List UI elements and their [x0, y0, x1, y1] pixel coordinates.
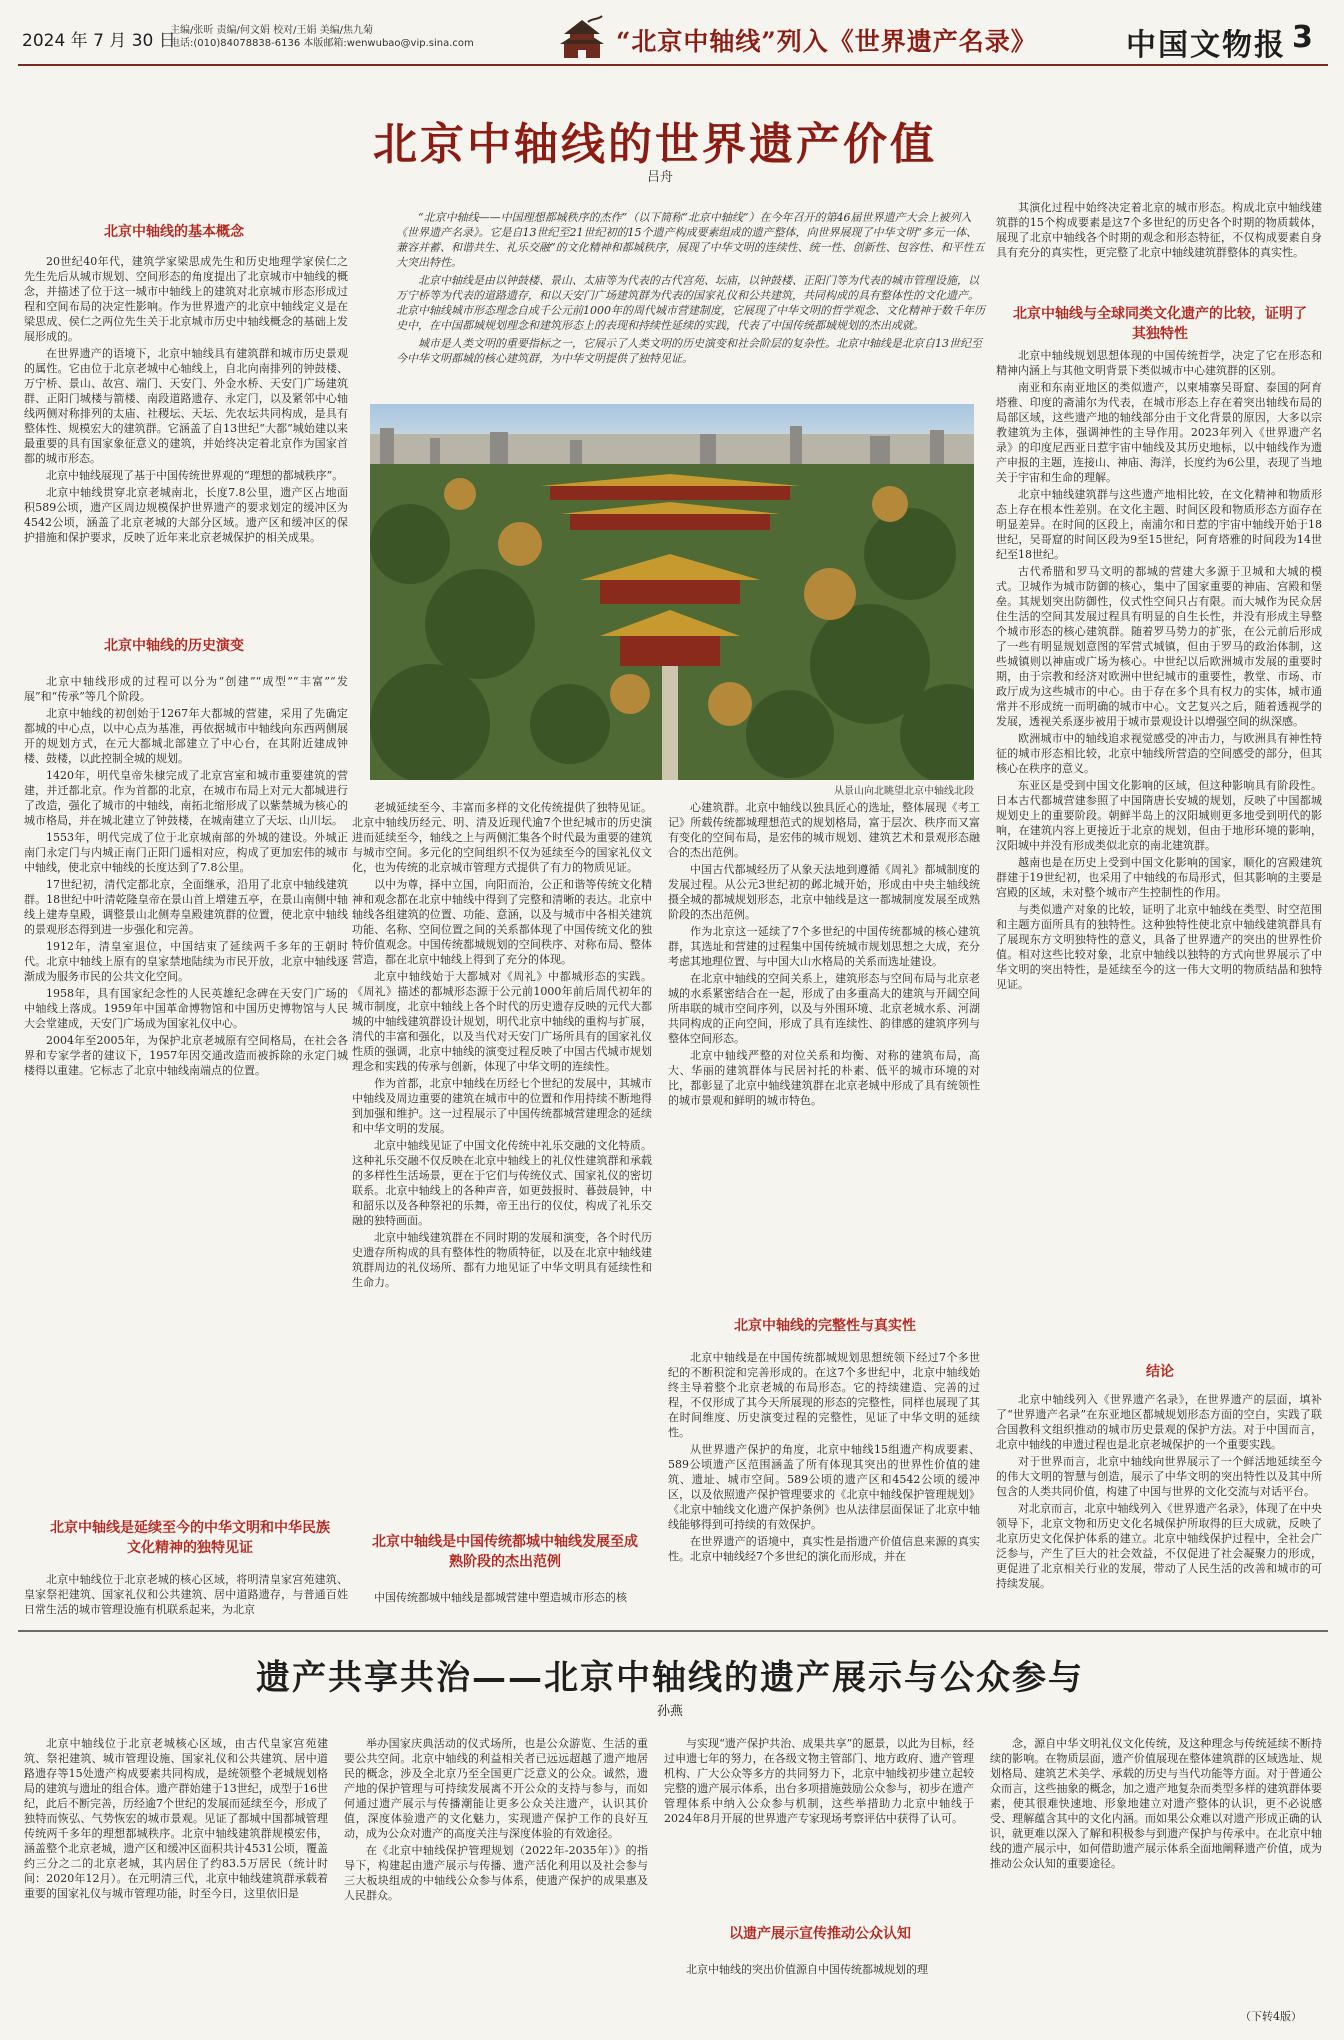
body-column	[664, 1962, 974, 2002]
special-topic-title: “北京中轴线”列入《世界遗产名录》	[616, 27, 1037, 56]
section-title: 以遗产展示宣传推动公众认知	[729, 1926, 911, 1942]
body-column	[668, 800, 980, 1300]
paragraph: 北京中轴线形成的过程可以分为“创建”“成型”“丰富”“发展”和“传承”等几个阶段。	[24, 675, 348, 703]
paragraph: 2004年至2005年，为保护北京老城原有空间格局，在社会各界和专家学者的建议下，1957年因交通改造而被拆除的永定门城楼得以重建。它标志了北京中轴线南端点的位置。	[24, 1034, 348, 1077]
paragraph: 其演化过程中始终决定着北京的城市形态。构成北京中轴线建筑群的15个构成要素是这7个多世纪的历史各个时期的物质载体，展现了北京中轴线各个时期的观念和形态特征，不仅构成要素自身具有充分的真实性，更完整了北京中轴线建筑群整体的真实性。	[996, 201, 1322, 259]
paragraph: 北京中轴线建筑群与这些遗产地相比较，在文化精神和物质形态上存在根本性差别。在文化主题、时间区段和物质形态方面存在明显差异。在时间的区段上，南浦尔和日惹的宇宙中轴线开始于18世纪，吴哥窟的时间区段为9至15世纪，阿育塔雅的时间段为14世纪至18世纪。	[996, 488, 1322, 561]
body-column	[24, 1572, 348, 1618]
lede-paragraph: 北京中轴线是由以钟鼓楼、景山、太庙等为代表的古代宫苑、坛庙，以钟鼓楼、正阳门等为代表的城市管理设施，以万宁桥等为代表的道路遗存，和以天安门广场建筑群为代表的国家礼仪和公共建筑，共同构成的具有整体性的文化遗产。北京中轴线城市形态理念自成千公元前1000年的周代城市营建制度，它展现了中华文明的哲学观念、文化精神于数千年历史中，在中国都城规划理念和建筑形态上的表现和持续性延续的实践，代表了中国传统都城规划的杰出成就。	[396, 274, 985, 332]
section-title: 北京中轴线的基本概念	[104, 224, 244, 240]
body-column	[24, 674, 348, 1506]
paragraph: 北京中轴线位于北京老城核心区域，由古代皇家宫苑建筑、祭祀建筑、城市管理设施、国家礼仪和公共建筑、居中道路遗存等15处遗产构成要素共同构成，是统领整个老城规划格局的建筑与遗址的组合体。遗产群始建于13世纪，成型于16世纪，此后不断完善，历经逾7个世纪的发展而延续至今，形成了独特而恢弘、气势恢宏的城市景观。见证了都城中国都城管理传统两千多年的理想都城秩序。北京中轴线建筑群规模宏伟，涵盖整个北京老城，遗产区和缓冲区面积共计4531公顷，覆盖约三分之二的北京老城，其内居住了约83.5万居民（统计时间：2020年12月）。在元明清三代，北京中轴线建筑群承载着重要的国家礼仪与城市管理功能，时至今日，这里依旧是	[24, 1737, 328, 1900]
issue-date: 2024 年 7 月 30 日	[22, 31, 176, 51]
paragraph: 在《北京中轴线保护管理规划（2022年-2035年）》的指导下，构建起由遗产展示与传播、遗产活化利用以及社会参与三大板块组成的中轴线公众参与体系，使遗产保护的成果惠及人民群众。	[344, 1844, 648, 1902]
paragraph: 对于世界而言，北京中轴线向世界展示了一个鲜活地延续至今的伟大文明的智慧与创造，展示了中华文明的突出特性以及其中所包含的人类共同价值，构建了中国与世界的文化交流与对话平台。	[996, 1455, 1322, 1498]
section-title: 结论	[1146, 1364, 1174, 1380]
section-title: 北京中轴线是中国传统都城中轴线发展至成熟阶段的杰出范例	[372, 1534, 638, 1570]
paragraph: 北京中轴线的突出价值源自中国传统都城规划的理	[686, 1963, 928, 1976]
contact-line: 电话:(010)84078838-6136 本版邮箱:wenwubao@vip.sina.com	[170, 38, 474, 49]
paragraph: 北京中轴线展现了基于中国传统世界观的“理想的都城秩序”。	[46, 469, 344, 482]
paragraph: 从世界遗产保护的角度，北京中轴线15组遗产构成要素、589公顷遗产区范围涵盖了所有体现其突出的世界性价值的建筑、遗址、城市空间。589公顷的遗产区和4542公顷的缓冲区，以及依照遗产保护管理要求的《北京中轴线保护管理规划》《北京中轴线文化遗产保护条例》也从法律层面保证了北京中轴线能够得到可持续的有效保护。	[668, 1443, 980, 1531]
photo-caption: 从景山向北眺望北京中轴线北段	[834, 786, 974, 797]
paragraph: 北京中轴线规划思想体现的中国传统哲学，决定了它在形态和精神内涵上与其他文明背景下类似城市中心建筑群的区别。	[996, 349, 1322, 377]
paragraph: 古代希腊和罗马文明的都城的营建大多源于卫城和大城的模式。卫城作为城市防御的核心，集中了国家重要的神庙、宫殿和堡垒。其规划突出防御性，仪式性空间只占有限。而大城作为民众居住生活的空间其发展过程具有明显的自生长性，并没有形成主导整个城市形态的核心建筑群。随着罗马势力的扩张，在公元前后形成了一些有明显规划意图的军营式城镇，但由于罗马的政治体制，这些城镇则以神庙或广场为核心。中世纪以后欧洲城市发展的重要时期，由于宗教和经济对欧洲中世纪城市的重要性，教堂、市场、市政厅成为这些城市的中心。由于存在多个具有权力的实体，城市通常并不形成统一而明确的城市中心。文艺复兴之后，随着透视学的发展，透视关系逐步被用于城市景观设计以增强空间的纵深感。	[996, 565, 1322, 728]
article-lede	[396, 210, 986, 369]
central-axis-photo	[370, 404, 974, 780]
body-column	[996, 1392, 1322, 1618]
paragraph: 与类似遗产对象的比较，证明了北京中轴线在类型、时空范围和主题方面所具有的独特性。这种独特性使北京中轴线建筑群具有了展现东方文明独特性的意义，具备了世界遗产的突出的世界性价值。相对这些比较对象，北京中轴线以独特的方式向世界展示了中华文明的突出特性，是延续至今的这一伟大文明的物质结晶和独特见证。	[996, 903, 1322, 991]
section-title: 北京中轴线是延续至今的中华文明和中华民族文化精神的独特见证	[50, 1520, 330, 1556]
paragraph: 作为首都，北京中轴线在历经七个世纪的发展中，其城市中轴线及周边重要的建筑在城市中的位置和作用持续不断地得到加强和维护。这一过程展示了中国传统都城营建理念的延续和中华文明的发展。	[352, 1077, 652, 1135]
paragraph: 1553年，明代完成了位于北京城南部的外城的建设。外城正南门永定门与内城正南门正阳门遥相对应，构成了更加宏伟的城市中轴线，使北京中轴线的长度达到了7.8公里。	[24, 831, 348, 874]
newspaper-logo: 中国文物报	[1126, 28, 1286, 63]
paragraph: 北京中轴线位于北京老城的核心区域，将明清皇家宫苑建筑、皇家祭祀建筑、国家礼仪和公共建筑、居中道路遗存，与普通百姓日常生活的城市管理设施有机联系起来，为北京	[24, 1573, 348, 1616]
paragraph: 1912年，清皇室退位，中国结束了延续两千多年的王朝时代。北京中轴线上原有的皇家禁地陆续为市民开放，北京中轴线逐渐成为服务市民的公共文化空间。	[24, 940, 348, 983]
paragraph: 北京中轴线贯穿北京老城南北，长度7.8公里，遗产区占地面积589公顷，遗产区周边规模保护世界遗产的要求划定的缓冲区为4542公顷，涵盖了北京老城的大部分区域。遗产区和缓冲区的保护措施和保护要求，反映了近年来北京老城保护的相关成果。	[24, 486, 348, 544]
paragraph: 越南也是在历史上受到中国文化影响的国家，顺化的宫殿建筑群建于19世纪初，也采用了中轴线的布局形式，但其影响的主要是宫殿的区域，未对整个城市产生控制性的作用。	[996, 856, 1322, 899]
paragraph: 17世纪初，清代定都北京，全面继承，沿用了北京中轴线建筑群。18世纪中叶清乾隆皇帝在景山首上增建五亭，在景山南侧中轴线上建寿皇殿，调整景山北侧寿皇殿建筑群的位置，使北京中轴线的景观形态得到进一步强化和完善。	[24, 878, 348, 936]
body-column	[996, 348, 1322, 1352]
section-title: 北京中轴线与全球同类文化遗产的比较，证明了其独特性	[1013, 306, 1307, 342]
paragraph: 北京中轴线始于大都城对《周礼》中都城形态的实践。《周礼》描述的都城形态源于公元前1000年前后周代初年的城市制度，北京中轴线上各个时代的历史遗存反映的元代大都城的中轴线建筑群设计规划，明代北京中轴线的重构与扩展，清代的丰富和强化，以及当代对天安门广场所具有的国家礼仪性质的强调，北京中轴线的演变过程反映了中国古代城市规划理念和实践的传承与创新，体现了中华文明的连续性。	[352, 970, 652, 1073]
paragraph: 与实现“遗产保护共治、成果共享”的愿景，以此为目标，经过申遗七年的努力，在各级文物主管部门、地方政府、遗产管理机构、广大公众等多方的共同努力下，北京中轴线初步建立起较完整的遗产展示体系，出台多项措施鼓励公众参与，初步在遗产管理体系中纳入公众参与机制，这些举措助力北京中轴线于2024年8月开展的世界遗产专家现场考察评估中获得了认可。	[664, 1737, 974, 1825]
paragraph: 老城延续至今、丰富而多样的文化传统提供了独特见证。北京中轴线历经元、明、清及近现代逾7个世纪城市的历史演进而延续至今，轴线之上与两侧汇集各个时代最为重要的建筑与城市空间。多元化的空间组织不仅为延续至今的国家礼仪文化，也为传统的北京城市管理方式提供了有力的物质见证。	[352, 801, 652, 874]
continued-note: （下转4版）	[1240, 2010, 1302, 2023]
paragraph: 心建筑群。北京中轴线以独具匠心的选址，整体展现《考工记》所载传统都城理想范式的规划格局，富于层次、秩序而又富有变化的空间布局，是宏伟的城市规划、建筑艺术和景观形态融合的杰出范例。	[668, 801, 980, 859]
paragraph: 北京中轴线严整的对位关系和均衡、对称的建筑布局，高大、华丽的建筑群体与民居衬托的朴素、低平的城市环境的对比，都彰显了北京中轴线建筑群在北京老城中形成了具有统领性的城市景观和鲜明的城市特色。	[668, 1049, 980, 1107]
paragraph: 北京中轴线的初创始于1267年大都城的营建，采用了先确定都城的中心点，以中心点为基准，再依据城市中轴线向东西两侧展开的规划方式，在元大都城北部建立了中心台，在其附近建成钟楼、鼓楼，以此控制全城的规划。	[24, 707, 348, 765]
paragraph: 1420年，明代皇帝朱棣完成了北京宫室和城市重要建筑的营建，并迁都北京。作为首都的北京，在城市布局上对元大都城进行了改造，强化了城市的中轴线，南拓北缩形成了以紫禁城为核心的城市格局，并在城北建立了钟鼓楼，在城南建立了天坛、山川坛。	[24, 769, 348, 827]
body-column	[990, 1736, 1322, 2004]
section-title: 北京中轴线的完整性与真实性	[734, 1318, 916, 1334]
paragraph: 北京中轴线列入《世界遗产名录》，在世界遗产的层面，填补了“世界遗产名录”在东亚地区都城规划形态方面的空白，实践了联合国教科文组织推动的城市历史景观的保护方法。对于中国而言，北京中轴线的申遗过程也是北京老城保护的一个重要实践。	[996, 1393, 1322, 1451]
paragraph: 中国传统都城中轴线是都城营建中塑造城市形态的核	[374, 1591, 627, 1604]
body-column	[352, 800, 652, 1570]
paragraph: 念，源自中华文明礼仪文化传统，及这种理念与传统延续不断持续的影响。在物质层面，遗产价值展现在整体建筑群的区域选址、规划格局、建筑艺术美学、承载的历史与当代功能等方面。对于普通公众而言，这些抽象的概念，加之遗产地复杂而类型多样的建筑群体要素，使其很难快速地、形象地建立对遗产整体的认识，更不必说感受、理解蕴含其中的文化内涵。而如果公众难以对遗产形成正确的认识，就更难以深入了解和积极参与到遗产保护与传承中。在北京中轴线的遗产展示中，如何借助遗产展示体系全面地阐释遗产价值，成为推动公众认知的重要途径。	[990, 1737, 1322, 1870]
paragraph: 以中为尊，择中立国，向阳而治，公正和谐等传统文化精神和观念都在北京中轴线中得到了完整和清晰的表达。北京中轴线各组建筑的位置、功能、意涵，以及与城市中各相关建筑功能、名称、空间位置之间的关系都体现了中国传统文化的独特价值观念。中国传统都城规划的空间秩序、对称布局、整体营造，都在北京中轴线上得到了充分的体现。	[352, 878, 652, 966]
article-title: 遗产共享共治——北京中轴线的遗产展示与公众参与	[256, 1658, 1084, 1698]
body-column	[24, 254, 348, 576]
body-column	[996, 200, 1322, 300]
paragraph: 作为北京这一延续了7个多世纪的中国传统都城的核心建筑群，其选址和营建的过程集中国传统城市规划思想之大成，充分考虑其地理位置、与中国大山水格局的关系而选址建设。	[668, 925, 980, 968]
section-title: 北京中轴线的历史演变	[104, 638, 244, 654]
paragraph: 举办国家庆典活动的仪式场所，也是公众游览、生活的重要公共空间。北京中轴线的利益相关者已远远超越了遗产地居民的概念，涉及全北京乃至全国更广泛意义的公众。诚然，遗产地的保护管理与可持续发展离不开公众的支持与参与，而如何通过遗产展示与传播潮能让更多公众关注遗产，认识其价值，深度体验遗产的文化魅力，实现遗产保护工作的良好互动，成为公众对遗产的高度关注与深度体验的有效途径。	[344, 1737, 648, 1840]
body-column	[352, 1590, 652, 1620]
article-author: 孙燕	[656, 1704, 683, 1719]
article-title: 北京中轴线的世界遗产价值	[373, 119, 937, 170]
lede-paragraph: 城市是人类文明的重要指标之一，它展示了人类文明的历史演变和社会阶层的复杂性。北京中轴线是北京自13世纪至今中华文明都城的核心建筑群，为中华文明提供了独特见证。	[396, 337, 982, 365]
editors-info	[170, 24, 510, 50]
paragraph: 在世界遗产的语境中，真实性是指遗产价值信息来源的真实性。北京中轴线经7个多世纪的演化而形成，并在	[668, 1535, 980, 1563]
page-number: 3	[1292, 20, 1313, 55]
body-column	[664, 1736, 974, 1906]
paragraph: 南亚和东南亚地区的类似遗产，以柬埔寨吴哥窟、泰国的阿育塔雅、印度的斋浦尔为代表，在城市形态上存在着突出轴线布局的局部区域，这些遗产地的轴线部分由于文化背景的原因，大多以宗教建筑为主体，强调神性的主导作用。2023年列入《世界遗产名录》的印度尼西亚日惹宇宙中轴线及其历史地标，以中轴线作为遗产申报的主题，连接山、神庙、海洋，长度约为6公里，表现了当地关于宇宙和生命的理解。	[996, 381, 1322, 484]
paragraph: 对北京而言，北京中轴线列入《世界遗产名录》，体现了在中央领导下，北京文物和历史文化名城保护所取得的巨大成就，反映了北京历史文化保护体系的建立。北京中轴线保护过程中，全社会广泛参与，产生了巨大的社会效益，不仅促进了社会凝聚力的形成，更促进了北京相关行业的发展，带动了人民生活的改善和城市的可持续发展。	[996, 1502, 1322, 1590]
paragraph: 东亚区是受到中国文化影响的区域，但这种影响具有阶段性。日本古代都城营建参照了中国隋唐长安城的规划，反映了中国都城规划史上的重要阶段。朝鲜半岛上的汉阳城则更多地受到明代的影响，在建筑内容上更接近于北京的规划，但由于地形环境的影响，汉阳城中并没有形成类似北京的南北建筑群。	[996, 779, 1322, 852]
tower-emblem-icon	[558, 14, 606, 62]
paragraph: 20世纪40年代，建筑学家梁思成先生和历史地理学家侯仁之先生先后从城市规划、空间形态的角度提出了北京城市中轴线的概念，并描述了位于这一城市中轴线上的建筑对北京城市形态形成过程和空间布局的决定性影响。作为世界遗产的北京中轴线定义是在梁思成、侯仁之两位先生关于北京城市历史中轴线概念的基础上发展形成的。	[24, 255, 348, 343]
paragraph: 欧洲城市中的轴线追求视觉感受的冲击力，与欧洲具有神性特征的城市形态相比较，北京中轴线所营造的空间感受的部分，但其核心在秩序的意义。	[996, 732, 1322, 775]
paragraph: 北京中轴线是在中国传统都城规划思想统领下经过7个多世纪的不断积淀和完善形成的。在这7个多世纪中，北京中轴线始终主导着整个北京老城的布局形态。它的持续建造、完善的过程，不仅形成了其今天所展现的形态的完整性，同样也展现了其在时间维度、历史演变过程的完整性，见证了中华文明的延续性。	[668, 1351, 980, 1439]
editors-line: 主编/张昕 责编/何文娟 校对/王娟 美编/焦九菊	[170, 25, 374, 36]
article-divider	[18, 1630, 1328, 1632]
paragraph: 北京中轴线建筑群在不同时期的发展和演变，各个时代历史遗存所构成的具有整体性的物质特征，以及在北京中轴线建筑群周边的礼仪场所、都有力地见证了中华文明具有延续性和生命力。	[352, 1231, 652, 1289]
body-column	[344, 1736, 648, 2004]
lede-paragraph: “北京中轴线——中国理想都城秩序的杰作”（以下简称“北京中轴线”）在今年召开的第46届世界遗产大会上被列入《世界遗产名录》。它是自13世纪至21世纪初的15个遗产构成要素组成的遗产整体，向世界展现了中华文明“多元一体、兼容并蓄、和谐共生、礼乐交融”的文化精神和都城秩序，展现了中华文明的连续性、统一性、创新性、包容性、和平性五大突出特性。	[396, 211, 985, 269]
body-column	[668, 1350, 980, 1618]
paragraph: 在世界遗产的语境下，北京中轴线具有建筑群和城市历史景观的属性。它由位于北京老城中心轴线上，自北向南排列的钟鼓楼、万宁桥、景山、故宫、端门、天安门、外金水桥、天安门广场建筑群、正阳门城楼与箭楼、南段道路遗存、永定门，以及紧邻中心轴线两侧对称排列的太庙、社稷坛、天坛、先农坛共同构成，是具有整体性、规模宏大的建筑群。它涵盖了自13世纪“大都”城始建以来最重要的具有国家象征意义的建筑，并始终决定着北京作为国家首都的城市形态。	[24, 347, 348, 465]
article-author: 吕舟	[646, 170, 673, 185]
paragraph: 在北京中轴线的空间关系上，建筑形态与空间布局与北京老城的水系紧密结合在一起，形成了由多重高大的建筑与开阔空间所串联的城市空间序列，以及与外围环境、北京老城水系、河湖共同构成的正向空间，形成了具有连续性、韵律感的建筑序列与整体空间形态。	[668, 972, 980, 1045]
paragraph: 北京中轴线见证了中国文化传统中礼乐交融的文化特质。这种礼乐交融不仅反映在北京中轴线上的礼仪性建筑群和承载的多样性生活场景，更在于它们与传统仪式、国家礼仪的密切联系。北京中轴线上的各种声音，如更鼓报时、暮鼓晨钟，中和韶乐以及各种祭祀的乐舞，帝王出行的仪仗，构成了礼乐交融的独特画面。	[352, 1139, 652, 1227]
masthead	[18, 20, 1328, 66]
body-column	[24, 1736, 328, 2004]
paragraph: 中国古代都城经历了从象天法地到遵循《周礼》都城制度的发展过程。从公元3世纪初的邺北城开始，形成由中央主轴线统摄全城的都城规划形态，北京中轴线是这一都城制度发展至成熟阶段的杰出范例。	[668, 863, 980, 921]
paragraph: 1958年，具有国家纪念性的人民英雄纪念碑在天安门广场的中轴线上落成。1959年中国革命博物馆和中国历史博物馆与人民大会堂建成，天安门广场成为国家礼仪中心。	[24, 987, 348, 1030]
